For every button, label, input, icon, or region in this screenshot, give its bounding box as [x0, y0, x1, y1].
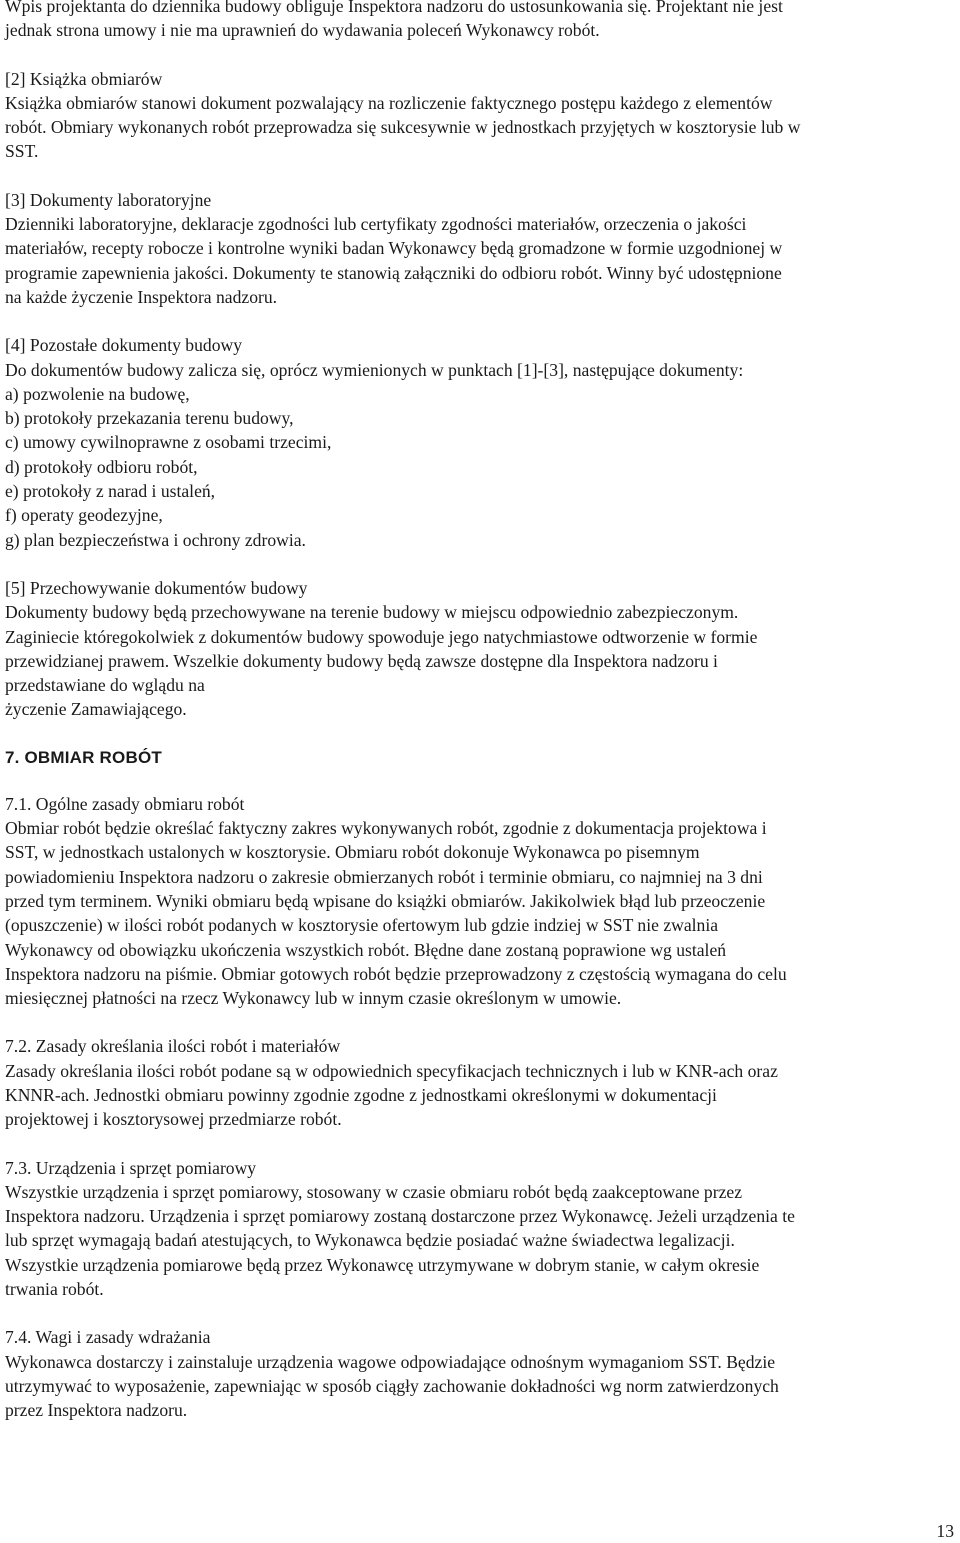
list-item: f) operaty geodezyjne,	[5, 505, 163, 526]
document-page	[5, 0, 955, 1423]
section-2	[5, 67, 955, 164]
chapter-heading: 7. OBMIAR ROBÓT	[5, 747, 162, 767]
list-item: c) umowy cywilnoprawne z osobami trzecimi,	[5, 432, 332, 453]
section-4	[5, 333, 955, 552]
section-intro: Do dokumentów budowy zalicza się, oprócz wymienionych w punktach [1]-[3], następujące dokumenty:	[5, 359, 744, 380]
section-body: Dzienniki laboratoryjne, deklaracje zgodności lub certyfikaty zgodności materiałów, orzeczenia o jakości materiałów, recepty robocze i kontrolne wyniki badan Wykonawcy będą gromadzone w formie uzgodnionej w programie zapewnienia jakości. Dokumenty te stanowią załączniki do odbioru robót. Winny być udostępnione na każde życzenie Inspektora nadzoru.	[5, 214, 783, 307]
section-body: Wszystkie urządzenia i sprzęt pomiarowy, stosowany w czasie obmiaru robót będą zaakceptowane przez Inspektora nadzoru. Urządzenia i sprzęt pomiarowy zostaną dostarczone przez Wykonawcę. Jeżeli urządzenia te lub sprzęt wymagają badań atestujących, to Wykonawca będzie posiadać ważne świadectwa legalizacji. Wszystkie urządzenia pomiarowe będą przez Wykonawcę utrzymywane w dobrym stanie, w całym okresie trwania robót.	[5, 1181, 795, 1300]
section-title: 7.1. Ogólne zasady obmiaru robót	[5, 793, 245, 814]
section-body: Wykonawca dostarczy i zainstaluje urządzenia wagowe odpowiadające odnośnym wymaganiom SST. Będzie utrzymywać to wyposażenie, zapewniając w sposób ciągły zachowanie dokładności wg norm zatwierdzonych przez Inspektora nadzoru.	[5, 1351, 779, 1421]
section-7-1	[5, 792, 955, 1011]
section-title: [2] Książka obmiarów	[5, 68, 163, 89]
spacer	[5, 1301, 955, 1325]
spacer	[5, 552, 955, 576]
spacer	[5, 1132, 955, 1156]
section-5	[5, 576, 955, 722]
section-title: [3] Dokumenty laboratoryjne	[5, 189, 212, 210]
section-body: Książka obmiarów stanowi dokument pozwalający na rozliczenie faktycznego postępu każdego z elementów robót. Obmiary wykonanych robót przeprowadza się sukcesywnie w jednostkach przyjętych w kosztorysie lub w SST.	[5, 92, 801, 162]
list-item: b) protokoły przekazania terenu budowy,	[5, 408, 294, 429]
list-item: a) pozwolenie na budowę,	[5, 383, 190, 404]
intro-paragraph: Wpis projektanta do dziennika budowy obliguje Inspektora nadzoru do ustosunkowania się. Projektant nie jest jednak strona umowy i nie ma uprawnień do wydawania poleceń Wykonawcy robót.	[5, 0, 783, 41]
spacer	[5, 772, 955, 792]
page-number: 13	[936, 1521, 954, 1541]
section-title: [5] Przechowywanie dokumentów budowy	[5, 577, 308, 598]
section-3	[5, 188, 955, 309]
section-body: Dokumenty budowy będą przechowywane na terenie budowy w miejscu odpowiednio zabezpieczonym. Zaginiecie któregokolwiek z dokumentów budowy spowoduje jego natychmiastowe odtworzenie w formie przewidzianej prawem. Wszelkie dokumenty budowy będą zawsze dostępne dla Inspektora nadzoru i przedstawiane do wglądu na życzenie Zamawiającego.	[5, 602, 758, 720]
spacer	[5, 722, 955, 742]
section-body: Zasady określania ilości robót podane są w odpowiednich specyfikacjach technicznych i lub w KNR-ach oraz KNNR-ach. Jednostki obmiaru powinny zgodnie zgodne z jednostkami określonymi w dokumentacji projektowej i kosztorysowej przedmiarze robót.	[5, 1060, 778, 1130]
list-item: d) protokoły odbioru robót,	[5, 456, 198, 477]
spacer	[5, 309, 955, 333]
list-item: e) protokoły z narad i ustaleń,	[5, 481, 216, 502]
section-title: 7.2. Zasady określania ilości robót i materiałów	[5, 1036, 341, 1057]
section-body: Obmiar robót będzie określać faktyczny zakres wykonywanych robót, zgodnie z dokumentacja projektowa i SST, w jednostkach ustalonych w kosztorysie. Obmiaru robót dokonuje Wykonawca po pisemnym powiadomieniu Inspektora nadzoru o zakresie obmierzanych robót i terminie obmiaru, co najmniej na 3 dni przed tym terminem. Wyniki obmiaru będą wpisane do książki obmiarów. Jakikolwiek błąd lub przeoczenie (opuszczenie) w ilości robót podanych w kosztorysie ofertowym lub gdzie indziej w SST nie zwalnia Wykonawcy od obowiązku ukończenia wszystkich robót. Błędne dane zostaną poprawione wg ustaleń Inspektora nadzoru na piśmie. Obmiar gotowych robót będzie przeprowadzony z częstością wymagana do celu miesięcznej płatności na rzecz Wykonawcy lub w innym czasie określonym w umowie.	[5, 818, 787, 1009]
spacer	[5, 43, 955, 67]
section-title: 7.3. Urządzenia i sprzęt pomiarowy	[5, 1157, 257, 1178]
section-title: 7.4. Wagi i zasady wdrażania	[5, 1327, 211, 1348]
spacer	[5, 1010, 955, 1034]
list-item: g) plan bezpieczeństwa i ochrony zdrowia.	[5, 529, 306, 550]
section-7-3	[5, 1156, 955, 1302]
section-title: [4] Pozostałe dokumenty budowy	[5, 335, 242, 356]
section-7-4	[5, 1325, 955, 1422]
section-7-2	[5, 1034, 955, 1131]
spacer	[5, 164, 955, 188]
